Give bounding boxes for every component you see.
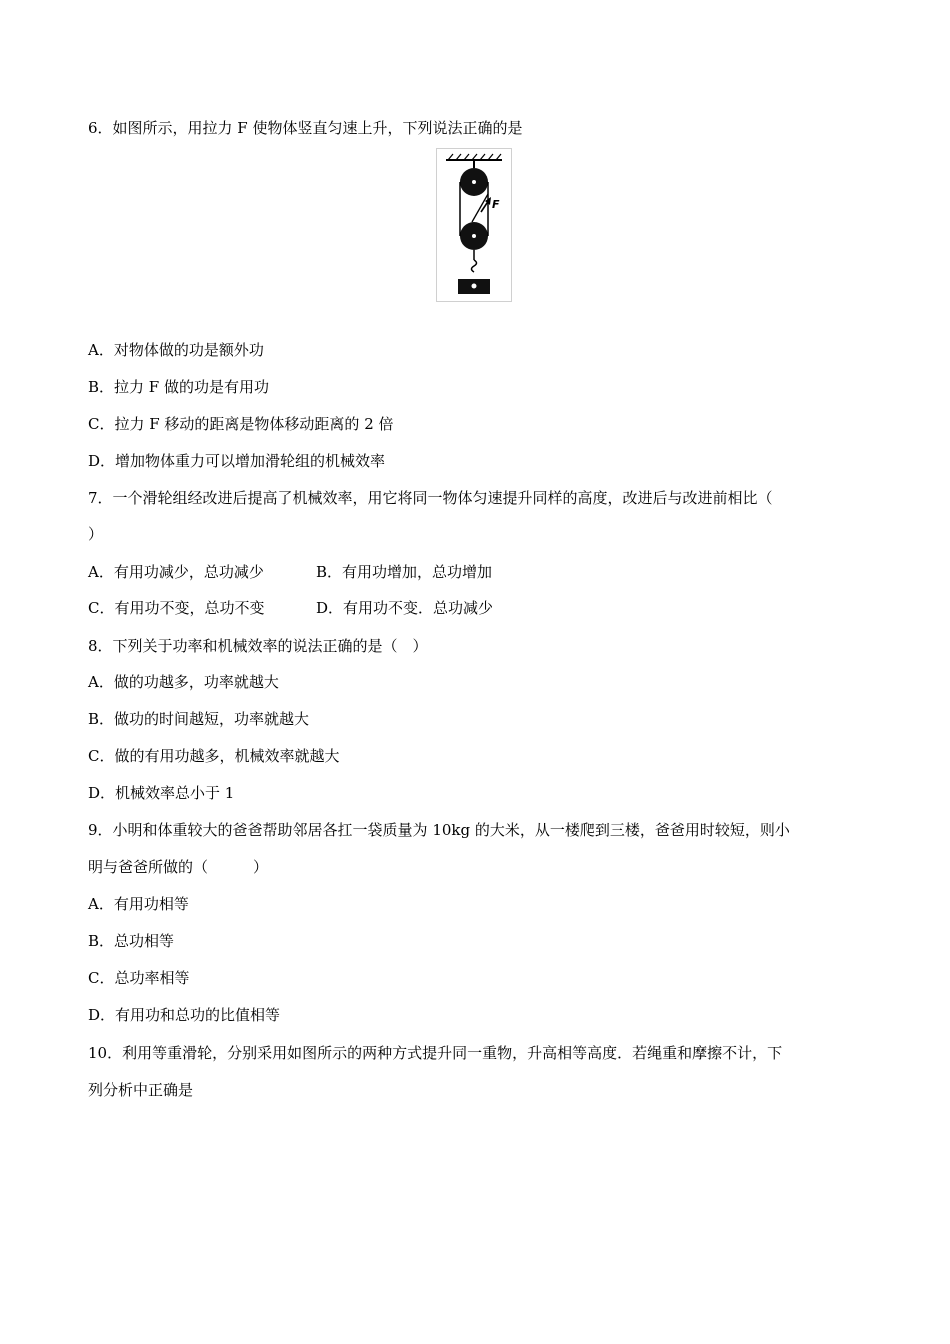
question-10-stem-continued: 列分析中正确是: [88, 1081, 194, 1099]
question-8-option-d: D．机械效率总小于 1: [88, 784, 235, 802]
question-8-stem: 8．下列关于功率和机械效率的说法正确的是（ ）: [88, 637, 428, 655]
question-8-option-a: A．做的功越多，功率就越大: [88, 673, 279, 691]
question-7-option-b: B．有用功增加，总功增加: [316, 563, 493, 581]
question-9-stem-continued: 明与爸爸所做的（ ）: [88, 858, 269, 876]
question-6-stem: 6．如图所示，用拉力 F 使物体竖直匀速上升，下列说法正确的是: [88, 119, 523, 137]
question-6-option-d: D．增加物体重力可以增加滑轮组的机械效率: [88, 452, 386, 470]
question-7-stem-continued: ）: [88, 525, 104, 543]
question-8-option-c: C．做的有用功越多，机械效率就越大: [88, 747, 340, 765]
question-7-stem: 7．一个滑轮组经改进后提高了机械效率，用它将同一物体匀速提升同样的高度，改进后与改进前相比（: [88, 489, 773, 507]
question-9-option-b: B．总功相等: [88, 932, 175, 950]
pulley-figure: [436, 148, 512, 302]
question-6-option-c: C．拉力 F 移动的距离是物体移动距离的 2 倍: [88, 415, 394, 433]
question-10-stem: 10．利用等重滑轮，分别采用如图所示的两种方式提升同一重物，升高相等高度．若绳重和摩擦不计，下: [88, 1044, 783, 1062]
question-7-option-c: C．有用功不变，总功不变: [88, 599, 265, 617]
question-9-option-d: D．有用功和总功的比值相等: [88, 1006, 281, 1024]
question-8-option-b: B．做功的时间越短，功率就越大: [88, 710, 310, 728]
question-7-option-a: A．有用功减少，总功减少: [88, 563, 264, 581]
question-6-option-b: B．拉力 F 做的功是有用功: [88, 378, 269, 396]
force-label: F: [492, 198, 500, 211]
question-7-option-d: D．有用功不变．总功减少: [316, 599, 494, 617]
question-6-option-a: A．对物体做的功是额外功: [88, 341, 264, 359]
question-9-stem: 9．小明和体重较大的爸爸帮助邻居各扛一袋质量为 10kg 的大米，从一楼爬到三楼，爸爸用时较短，则小: [88, 821, 790, 839]
question-9-option-c: C．总功率相等: [88, 969, 190, 987]
question-9-option-a: A．有用功相等: [88, 895, 189, 913]
